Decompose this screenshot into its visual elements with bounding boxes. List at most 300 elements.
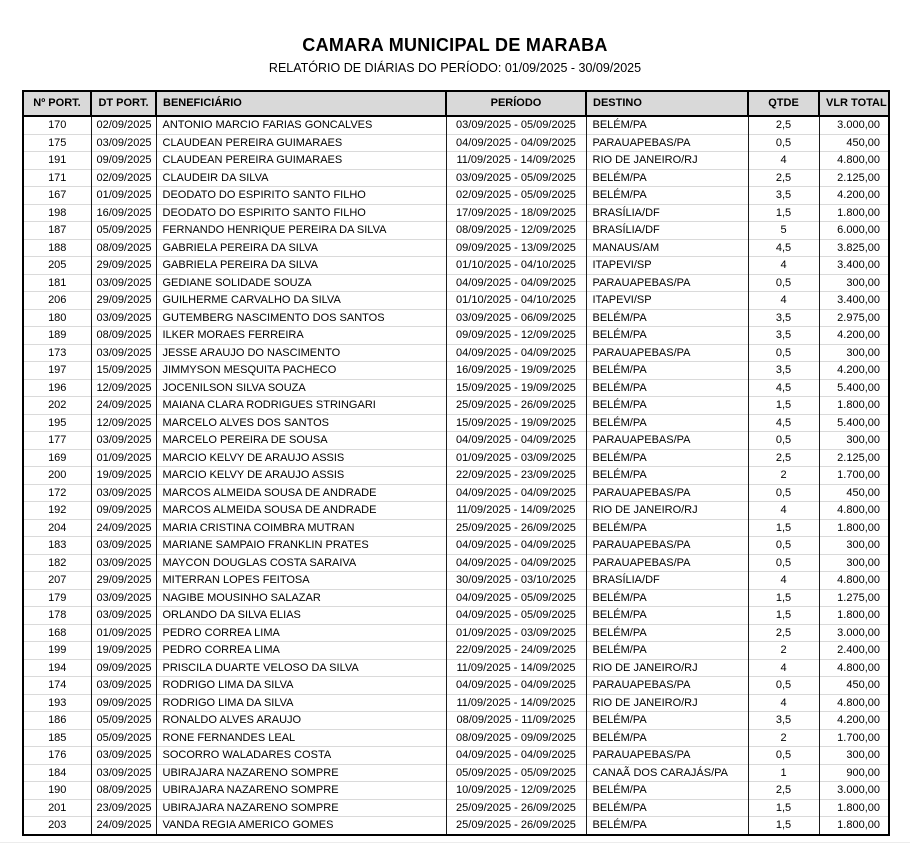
cell-destino: PARAUAPEBAS/PA	[586, 677, 748, 695]
cell-n-port: 171	[23, 169, 91, 187]
page-break-line	[0, 842, 910, 843]
cell-destino: PARAUAPEBAS/PA	[586, 554, 748, 572]
cell-periodo: 04/09/2025 - 04/09/2025	[446, 484, 586, 502]
cell-qtde: 0,5	[748, 484, 819, 502]
cell-beneficiario: ORLANDO DA SILVA ELIAS	[156, 607, 446, 625]
cell-qtde: 4,5	[748, 414, 819, 432]
table-row	[23, 729, 889, 747]
cell-destino: CANAÃ DOS CARAJÁS/PA	[586, 764, 748, 782]
cell-destino: RIO DE JANEIRO/RJ	[586, 694, 748, 712]
cell-qtde: 4	[748, 572, 819, 590]
cell-vlr-total: 4.800,00	[819, 659, 889, 677]
cell-qtde: 0,5	[748, 537, 819, 555]
cell-destino: ITAPEVI/SP	[586, 292, 748, 310]
cell-destino: MANAUS/AM	[586, 239, 748, 257]
cell-vlr-total: 300,00	[819, 554, 889, 572]
column-header-beneficiario: BENEFICIÁRIO	[156, 91, 446, 116]
cell-beneficiario: MARIA CRISTINA COIMBRA MUTRAN	[156, 519, 446, 537]
cell-periodo: 04/09/2025 - 04/09/2025	[446, 537, 586, 555]
cell-dt-port: 15/09/2025	[91, 362, 156, 380]
cell-destino: BELÉM/PA	[586, 624, 748, 642]
cell-destino: BELÉM/PA	[586, 379, 748, 397]
cell-vlr-total: 300,00	[819, 432, 889, 450]
cell-beneficiario: MITERRAN LOPES FEITOSA	[156, 572, 446, 590]
cell-qtde: 1,5	[748, 397, 819, 415]
cell-qtde: 0,5	[748, 747, 819, 765]
cell-qtde: 4	[748, 502, 819, 520]
cell-periodo: 25/09/2025 - 26/09/2025	[446, 799, 586, 817]
cell-vlr-total: 3.400,00	[819, 292, 889, 310]
cell-n-port: 178	[23, 607, 91, 625]
cell-beneficiario: MARCELO ALVES DOS SANTOS	[156, 414, 446, 432]
cell-n-port: 192	[23, 502, 91, 520]
column-header-qtde: QTDE	[748, 91, 819, 116]
table-row	[23, 537, 889, 555]
cell-vlr-total: 1.700,00	[819, 729, 889, 747]
cell-vlr-total: 4.800,00	[819, 152, 889, 170]
cell-beneficiario: PEDRO CORREA LIMA	[156, 642, 446, 660]
cell-periodo: 30/09/2025 - 03/10/2025	[446, 572, 586, 590]
table-row	[23, 187, 889, 205]
cell-dt-port: 16/09/2025	[91, 204, 156, 222]
cell-n-port: 167	[23, 187, 91, 205]
table-row	[23, 204, 889, 222]
cell-periodo: 09/09/2025 - 12/09/2025	[446, 327, 586, 345]
table-row	[23, 712, 889, 730]
cell-qtde: 3,5	[748, 187, 819, 205]
cell-beneficiario: RODRIGO LIMA DA SILVA	[156, 677, 446, 695]
cell-dt-port: 03/09/2025	[91, 537, 156, 555]
cell-periodo: 17/09/2025 - 18/09/2025	[446, 204, 586, 222]
cell-vlr-total: 3.000,00	[819, 624, 889, 642]
cell-qtde: 2,5	[748, 169, 819, 187]
cell-vlr-total: 1.800,00	[819, 817, 889, 835]
table-row	[23, 764, 889, 782]
cell-beneficiario: ANTONIO MARCIO FARIAS GONCALVES	[156, 116, 446, 134]
cell-n-port: 169	[23, 449, 91, 467]
cell-periodo: 01/09/2025 - 03/09/2025	[446, 624, 586, 642]
cell-periodo: 03/09/2025 - 05/09/2025	[446, 116, 586, 134]
cell-n-port: 193	[23, 694, 91, 712]
cell-dt-port: 01/09/2025	[91, 624, 156, 642]
cell-destino: BELÉM/PA	[586, 519, 748, 537]
cell-vlr-total: 3.000,00	[819, 116, 889, 134]
table-row	[23, 572, 889, 590]
cell-periodo: 01/10/2025 - 04/10/2025	[446, 292, 586, 310]
cell-beneficiario: UBIRAJARA NAZARENO SOMPRE	[156, 799, 446, 817]
cell-dt-port: 29/09/2025	[91, 572, 156, 590]
cell-beneficiario: MAYCON DOUGLAS COSTA SARAIVA	[156, 554, 446, 572]
cell-qtde: 4	[748, 694, 819, 712]
cell-beneficiario: CLAUDEAN PEREIRA GUIMARAES	[156, 134, 446, 152]
cell-qtde: 5	[748, 222, 819, 240]
cell-n-port: 196	[23, 379, 91, 397]
cell-vlr-total: 1.800,00	[819, 799, 889, 817]
cell-periodo: 04/09/2025 - 05/09/2025	[446, 589, 586, 607]
table-row	[23, 502, 889, 520]
cell-n-port: 198	[23, 204, 91, 222]
cell-beneficiario: RODRIGO LIMA DA SILVA	[156, 694, 446, 712]
cell-vlr-total: 5.400,00	[819, 379, 889, 397]
cell-qtde: 3,5	[748, 362, 819, 380]
cell-n-port: 185	[23, 729, 91, 747]
cell-n-port: 190	[23, 782, 91, 800]
cell-qtde: 2	[748, 642, 819, 660]
table-row	[23, 694, 889, 712]
cell-vlr-total: 3.000,00	[819, 782, 889, 800]
table-row	[23, 484, 889, 502]
cell-destino: BELÉM/PA	[586, 116, 748, 134]
cell-destino: BELÉM/PA	[586, 642, 748, 660]
cell-vlr-total: 4.200,00	[819, 362, 889, 380]
cell-vlr-total: 4.200,00	[819, 187, 889, 205]
cell-qtde: 4	[748, 292, 819, 310]
cell-vlr-total: 4.800,00	[819, 502, 889, 520]
cell-dt-port: 03/09/2025	[91, 484, 156, 502]
cell-n-port: 183	[23, 537, 91, 555]
cell-beneficiario: ILKER MORAES FERREIRA	[156, 327, 446, 345]
cell-dt-port: 05/09/2025	[91, 222, 156, 240]
cell-n-port: 174	[23, 677, 91, 695]
cell-n-port: 195	[23, 414, 91, 432]
cell-periodo: 09/09/2025 - 13/09/2025	[446, 239, 586, 257]
cell-n-port: 207	[23, 572, 91, 590]
cell-vlr-total: 1.800,00	[819, 519, 889, 537]
cell-destino: BELÉM/PA	[586, 327, 748, 345]
cell-periodo: 04/09/2025 - 04/09/2025	[446, 677, 586, 695]
cell-n-port: 186	[23, 712, 91, 730]
table-row	[23, 624, 889, 642]
cell-dt-port: 12/09/2025	[91, 379, 156, 397]
cell-periodo: 01/09/2025 - 03/09/2025	[446, 449, 586, 467]
cell-n-port: 199	[23, 642, 91, 660]
cell-beneficiario: MARCOS ALMEIDA SOUSA DE ANDRADE	[156, 502, 446, 520]
cell-destino: ITAPEVI/SP	[586, 257, 748, 275]
cell-dt-port: 19/09/2025	[91, 467, 156, 485]
cell-beneficiario: MARCIO KELVY DE ARAUJO ASSIS	[156, 467, 446, 485]
table-row	[23, 467, 889, 485]
cell-vlr-total: 1.800,00	[819, 204, 889, 222]
cell-beneficiario: UBIRAJARA NAZARENO SOMPRE	[156, 764, 446, 782]
cell-dt-port: 02/09/2025	[91, 116, 156, 134]
table-row	[23, 116, 889, 134]
cell-beneficiario: GABRIELA PEREIRA DA SILVA	[156, 257, 446, 275]
cell-n-port: 177	[23, 432, 91, 450]
cell-vlr-total: 4.800,00	[819, 572, 889, 590]
table-row	[23, 239, 889, 257]
cell-periodo: 25/09/2025 - 26/09/2025	[446, 817, 586, 835]
cell-destino: BELÉM/PA	[586, 414, 748, 432]
cell-n-port: 188	[23, 239, 91, 257]
cell-beneficiario: CLAUDEAN PEREIRA GUIMARAES	[156, 152, 446, 170]
cell-qtde: 1,5	[748, 799, 819, 817]
table-row	[23, 274, 889, 292]
cell-periodo: 05/09/2025 - 05/09/2025	[446, 764, 586, 782]
cell-destino: RIO DE JANEIRO/RJ	[586, 659, 748, 677]
cell-dt-port: 05/09/2025	[91, 729, 156, 747]
table-row	[23, 169, 889, 187]
cell-dt-port: 03/09/2025	[91, 134, 156, 152]
cell-n-port: 184	[23, 764, 91, 782]
column-header-periodo: PERÍODO	[446, 91, 586, 116]
table-row	[23, 397, 889, 415]
table-row	[23, 642, 889, 660]
cell-periodo: 11/09/2025 - 14/09/2025	[446, 502, 586, 520]
table-row	[23, 519, 889, 537]
cell-vlr-total: 300,00	[819, 344, 889, 362]
column-header-dt-port: DT PORT.	[91, 91, 156, 116]
cell-vlr-total: 4.800,00	[819, 694, 889, 712]
cell-beneficiario: PRISCILA DUARTE VELOSO DA SILVA	[156, 659, 446, 677]
cell-beneficiario: SOCORRO WALADARES COSTA	[156, 747, 446, 765]
cell-periodo: 04/09/2025 - 05/09/2025	[446, 607, 586, 625]
cell-n-port: 181	[23, 274, 91, 292]
cell-vlr-total: 2.125,00	[819, 449, 889, 467]
cell-beneficiario: NAGIBE MOUSINHO SALAZAR	[156, 589, 446, 607]
cell-n-port: 168	[23, 624, 91, 642]
cell-beneficiario: JESSE ARAUJO DO NASCIMENTO	[156, 344, 446, 362]
cell-n-port: 201	[23, 799, 91, 817]
cell-qtde: 3,5	[748, 309, 819, 327]
cell-n-port: 203	[23, 817, 91, 835]
cell-periodo: 04/09/2025 - 04/09/2025	[446, 432, 586, 450]
cell-dt-port: 01/09/2025	[91, 187, 156, 205]
cell-beneficiario: MARCOS ALMEIDA SOUSA DE ANDRADE	[156, 484, 446, 502]
cell-n-port: 194	[23, 659, 91, 677]
cell-periodo: 03/09/2025 - 05/09/2025	[446, 169, 586, 187]
cell-destino: BELÉM/PA	[586, 449, 748, 467]
cell-destino: BELÉM/PA	[586, 309, 748, 327]
cell-destino: PARAUAPEBAS/PA	[586, 134, 748, 152]
cell-dt-port: 03/09/2025	[91, 747, 156, 765]
cell-periodo: 25/09/2025 - 26/09/2025	[446, 519, 586, 537]
cell-beneficiario: VANDA REGIA AMERICO GOMES	[156, 817, 446, 835]
cell-n-port: 187	[23, 222, 91, 240]
cell-beneficiario: FERNANDO HENRIQUE PEREIRA DA SILVA	[156, 222, 446, 240]
cell-destino: RIO DE JANEIRO/RJ	[586, 502, 748, 520]
cell-qtde: 4,5	[748, 239, 819, 257]
cell-n-port: 173	[23, 344, 91, 362]
cell-periodo: 22/09/2025 - 23/09/2025	[446, 467, 586, 485]
cell-qtde: 0,5	[748, 274, 819, 292]
report-period-subtitle: RELATÓRIO DE DIÁRIAS DO PERÍODO: 01/09/2025 - 30/09/2025	[268, 61, 642, 75]
cell-qtde: 1,5	[748, 204, 819, 222]
cell-vlr-total: 1.800,00	[819, 397, 889, 415]
cell-dt-port: 03/09/2025	[91, 764, 156, 782]
cell-qtde: 1,5	[748, 817, 819, 835]
cell-beneficiario: JOCENILSON SILVA SOUZA	[156, 379, 446, 397]
table-row	[23, 379, 889, 397]
cell-dt-port: 12/09/2025	[91, 414, 156, 432]
cell-dt-port: 08/09/2025	[91, 239, 156, 257]
cell-n-port: 176	[23, 747, 91, 765]
cell-periodo: 04/09/2025 - 04/09/2025	[446, 134, 586, 152]
cell-qtde: 4	[748, 152, 819, 170]
cell-dt-port: 29/09/2025	[91, 292, 156, 310]
cell-vlr-total: 5.400,00	[819, 414, 889, 432]
cell-periodo: 03/09/2025 - 06/09/2025	[446, 309, 586, 327]
cell-qtde: 2,5	[748, 624, 819, 642]
cell-qtde: 3,5	[748, 712, 819, 730]
cell-destino: PARAUAPEBAS/PA	[586, 274, 748, 292]
cell-beneficiario: DEODATO DO ESPIRITO SANTO FILHO	[156, 187, 446, 205]
column-header-vlr-total: VLR TOTAL	[819, 91, 889, 116]
cell-qtde: 2,5	[748, 449, 819, 467]
cell-vlr-total: 4.200,00	[819, 712, 889, 730]
cell-qtde: 4,5	[748, 379, 819, 397]
cell-dt-port: 01/09/2025	[91, 449, 156, 467]
cell-destino: BELÉM/PA	[586, 362, 748, 380]
cell-periodo: 01/10/2025 - 04/10/2025	[446, 257, 586, 275]
cell-n-port: 170	[23, 116, 91, 134]
cell-dt-port: 05/09/2025	[91, 712, 156, 730]
cell-vlr-total: 2.125,00	[819, 169, 889, 187]
table-row	[23, 432, 889, 450]
cell-n-port: 206	[23, 292, 91, 310]
diarias-table	[22, 90, 890, 836]
cell-destino: BELÉM/PA	[586, 729, 748, 747]
cell-dt-port: 03/09/2025	[91, 677, 156, 695]
cell-beneficiario: JIMMYSON MESQUITA PACHECO	[156, 362, 446, 380]
cell-n-port: 204	[23, 519, 91, 537]
cell-periodo: 04/09/2025 - 04/09/2025	[446, 274, 586, 292]
cell-dt-port: 09/09/2025	[91, 152, 156, 170]
cell-destino: PARAUAPEBAS/PA	[586, 344, 748, 362]
cell-vlr-total: 3.825,00	[819, 239, 889, 257]
table-row	[23, 782, 889, 800]
cell-qtde: 2	[748, 467, 819, 485]
cell-dt-port: 03/09/2025	[91, 607, 156, 625]
cell-periodo: 22/09/2025 - 24/09/2025	[446, 642, 586, 660]
cell-vlr-total: 1.800,00	[819, 607, 889, 625]
cell-qtde: 0,5	[748, 554, 819, 572]
cell-periodo: 08/09/2025 - 09/09/2025	[446, 729, 586, 747]
cell-n-port: 191	[23, 152, 91, 170]
column-header-n-port: Nº PORT.	[23, 91, 91, 116]
cell-periodo: 25/09/2025 - 26/09/2025	[446, 397, 586, 415]
cell-vlr-total: 4.200,00	[819, 327, 889, 345]
cell-qtde: 0,5	[748, 432, 819, 450]
cell-destino: BELÉM/PA	[586, 589, 748, 607]
cell-qtde: 1	[748, 764, 819, 782]
cell-qtde: 4	[748, 257, 819, 275]
cell-qtde: 1,5	[748, 589, 819, 607]
cell-destino: PARAUAPEBAS/PA	[586, 484, 748, 502]
table-row	[23, 309, 889, 327]
cell-beneficiario: RONALDO ALVES ARAUJO	[156, 712, 446, 730]
table-row	[23, 747, 889, 765]
cell-vlr-total: 450,00	[819, 134, 889, 152]
cell-destino: BRASÍLIA/DF	[586, 222, 748, 240]
cell-dt-port: 08/09/2025	[91, 327, 156, 345]
cell-dt-port: 03/09/2025	[91, 344, 156, 362]
cell-dt-port: 03/09/2025	[91, 274, 156, 292]
cell-destino: RIO DE JANEIRO/RJ	[586, 152, 748, 170]
cell-vlr-total: 300,00	[819, 747, 889, 765]
cell-beneficiario: RONE FERNANDES LEAL	[156, 729, 446, 747]
column-header-destino: DESTINO	[586, 91, 748, 116]
cell-dt-port: 09/09/2025	[91, 694, 156, 712]
cell-qtde: 3,5	[748, 327, 819, 345]
cell-destino: PARAUAPEBAS/PA	[586, 432, 748, 450]
cell-dt-port: 09/09/2025	[91, 502, 156, 520]
cell-n-port: 202	[23, 397, 91, 415]
cell-periodo: 15/09/2025 - 19/09/2025	[446, 379, 586, 397]
cell-n-port: 179	[23, 589, 91, 607]
cell-beneficiario: CLAUDEIR DA SILVA	[156, 169, 446, 187]
cell-periodo: 16/09/2025 - 19/09/2025	[446, 362, 586, 380]
cell-vlr-total: 3.400,00	[819, 257, 889, 275]
cell-dt-port: 24/09/2025	[91, 397, 156, 415]
cell-dt-port: 03/09/2025	[91, 554, 156, 572]
cell-qtde: 1,5	[748, 519, 819, 537]
table-row	[23, 222, 889, 240]
cell-qtde: 0,5	[748, 677, 819, 695]
table-row	[23, 449, 889, 467]
table-row	[23, 362, 889, 380]
cell-qtde: 4	[748, 659, 819, 677]
table-row	[23, 554, 889, 572]
cell-vlr-total: 2.400,00	[819, 642, 889, 660]
cell-vlr-total: 450,00	[819, 677, 889, 695]
cell-destino: BELÉM/PA	[586, 799, 748, 817]
cell-beneficiario: PEDRO CORREA LIMA	[156, 624, 446, 642]
cell-n-port: 205	[23, 257, 91, 275]
cell-vlr-total: 1.275,00	[819, 589, 889, 607]
cell-destino: BRASÍLIA/DF	[586, 204, 748, 222]
cell-n-port: 189	[23, 327, 91, 345]
cell-qtde: 1,5	[748, 607, 819, 625]
cell-dt-port: 19/09/2025	[91, 642, 156, 660]
cell-beneficiario: GABRIELA PEREIRA DA SILVA	[156, 239, 446, 257]
cell-periodo: 04/09/2025 - 04/09/2025	[446, 747, 586, 765]
cell-dt-port: 08/09/2025	[91, 782, 156, 800]
cell-destino: BELÉM/PA	[586, 397, 748, 415]
cell-beneficiario: MARCELO PEREIRA DE SOUSA	[156, 432, 446, 450]
cell-dt-port: 24/09/2025	[91, 519, 156, 537]
table-row	[23, 292, 889, 310]
cell-dt-port: 23/09/2025	[91, 799, 156, 817]
cell-beneficiario: DEODATO DO ESPIRITO SANTO FILHO	[156, 204, 446, 222]
cell-periodo: 15/09/2025 - 19/09/2025	[446, 414, 586, 432]
cell-destino: BELÉM/PA	[586, 817, 748, 835]
table-row	[23, 677, 889, 695]
table-row	[23, 327, 889, 345]
table-row	[23, 257, 889, 275]
cell-dt-port: 03/09/2025	[91, 432, 156, 450]
cell-n-port: 200	[23, 467, 91, 485]
cell-destino: BELÉM/PA	[586, 169, 748, 187]
cell-periodo: 04/09/2025 - 04/09/2025	[446, 344, 586, 362]
cell-periodo: 10/09/2025 - 12/09/2025	[446, 782, 586, 800]
cell-dt-port: 29/09/2025	[91, 257, 156, 275]
cell-dt-port: 09/09/2025	[91, 659, 156, 677]
table-row	[23, 799, 889, 817]
cell-beneficiario: MAIANA CLARA RODRIGUES STRINGARI	[156, 397, 446, 415]
page-title: CAMARA MUNICIPAL DE MARABA	[302, 35, 608, 55]
cell-vlr-total: 1.700,00	[819, 467, 889, 485]
table-row	[23, 817, 889, 835]
cell-n-port: 182	[23, 554, 91, 572]
cell-qtde: 0,5	[748, 134, 819, 152]
cell-periodo: 02/09/2025 - 05/09/2025	[446, 187, 586, 205]
cell-beneficiario: MARCIO KELVY DE ARAUJO ASSIS	[156, 449, 446, 467]
cell-periodo: 04/09/2025 - 04/09/2025	[446, 554, 586, 572]
cell-periodo: 11/09/2025 - 14/09/2025	[446, 152, 586, 170]
table-row	[23, 659, 889, 677]
cell-beneficiario: MARIANE SAMPAIO FRANKLIN PRATES	[156, 537, 446, 555]
cell-beneficiario: GEDIANE SOLIDADE SOUZA	[156, 274, 446, 292]
